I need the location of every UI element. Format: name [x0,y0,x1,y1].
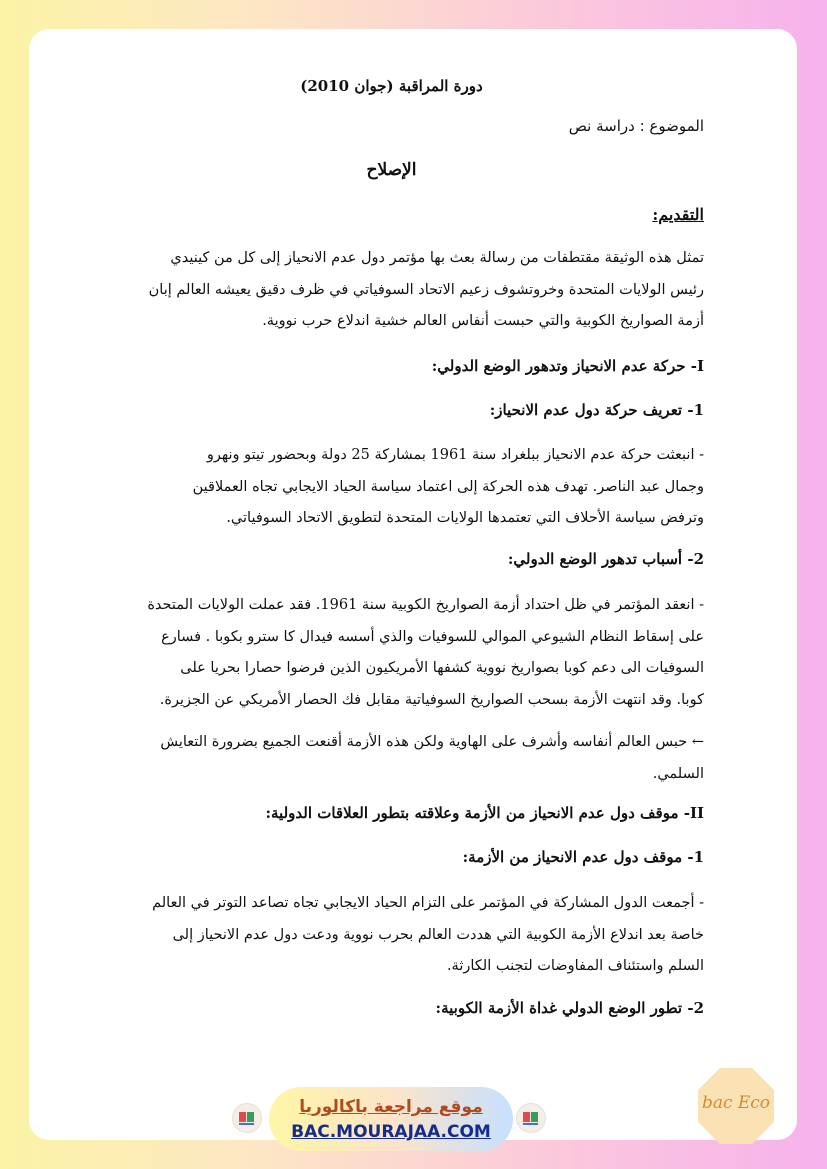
section-1-heading: I- حركة عدم الانحياز وتدهور الوضع الدولي: [431,357,704,375]
paragraph-line: كوبا. وقد انتهت الأزمة بسحب الصواريخ السوفياتية مقابل فك الحصار الأمريكي عن الجزيرة. [159,691,704,708]
main-title: الإصلاح [366,160,417,180]
paragraph-line: ← حبس العالم أنفاسه وأشرف على الهاوية ولكن هذه الأزمة أقنعت الجميع بضرورة التعايش [160,734,704,750]
section-1-sub-1-paragraph [79,440,704,535]
document-page [29,29,797,1140]
section-1-conclusion [79,727,704,790]
site-logo-icon [232,1103,262,1133]
paragraph-line: - أجمعت الدول المشاركة في المؤتمر على التزام الحياد الايجابي تجاه تصاعد التوتر في العالم [152,895,704,911]
intro-line: تمثل هذه الوثيقة مقتطفات من رسالة بعث بها مؤتمر دول عدم الانحياز إلى كل من كينيدي [170,250,704,266]
intro-heading: التقديم: [652,205,704,224]
site-logo-icon [516,1103,546,1133]
section-1-sub-1-heading: 1- تعريف حركة دول عدم الانحياز: [489,401,704,419]
intro-line: أزمة الصواريخ الكوبية والتي حبست أنفاس العالم خشية اندلاع حرب نووية. [262,313,704,329]
bac-eco-badge [698,1068,774,1144]
paragraph-line: خاصة بعد اندلاع الأزمة الكوبية التي هددت العالم بحرب نووية ودعت دول عدم الانحياز إلى [172,926,704,943]
site-name-arabic[interactable]: موقع مراجعة باكالوريا [299,1097,483,1117]
section-2-sub-1-paragraph [79,888,704,983]
paragraph-line: السلم واستئناف المفاوضات لتجنب الكارثة. [446,958,704,974]
document-content [79,29,704,1140]
exam-session-title: دورة المراقبة (جوان 2010) [300,77,483,95]
intro-line: رئيس الولايات المتحدة وخروتشوف زعيم الاتحاد السوفياتي في ظرف دقيق يعيشه العالم إبان [148,281,704,298]
section-2-heading: II- موقف دول عدم الانحياز من الأزمة وعلاقته بتطور العلاقات الدولية: [265,804,704,822]
site-url[interactable]: BAC.MOURAJAA.COM [291,1122,491,1142]
paragraph-line: وجمال عبد الناصر. تهدف هذه الحركة إلى اعتماد سياسة الحياد الايجابي تجاه العملاقين [192,478,704,495]
paragraph-line: - انبعثت حركة عدم الانحياز ببلغراد سنة 1961 بمشاركة 25 دولة وبحضور تيتو ونهرو [206,447,704,463]
section-1-sub-2-heading: 2- أسباب تدهور الوضع الدولي: [507,550,704,568]
paragraph-line: - انعقد المؤتمر في ظل احتداد أزمة الصواريخ الكوبية سنة 1961. فقد عملت الولايات المتحدة [147,597,704,613]
section-2-sub-1-heading: 1- موقف دول عدم الانحياز من الأزمة: [462,848,704,866]
section-2-sub-2-heading: 2- تطور الوضع الدولي غداة الأزمة الكوبية: [435,999,704,1017]
paragraph-line: على إسقاط النظام الشيوعي الموالي للسوفيات والذي أسسه فيدال كا سترو بكوبا . فسارع [161,628,704,645]
badge-label: bac Eco [701,1093,771,1113]
paragraph-line: السوفيات الى دعم كوبا بصواريخ نووية كشفها الأمريكيون الذين فرضوا حصارا بحريا على [180,660,704,676]
intro-paragraph [79,243,704,338]
subject-line: الموضوع : دراسة نص [568,117,704,135]
paragraph-line: وترفض سياسة الأحلاف التي تعتمدها الولايات المتحدة لتطويق الاتحاد السوفياتي. [226,510,704,526]
paragraph-line: السلمي. [652,765,704,782]
section-1-sub-2-paragraph [79,590,704,716]
site-banner[interactable] [269,1087,513,1151]
